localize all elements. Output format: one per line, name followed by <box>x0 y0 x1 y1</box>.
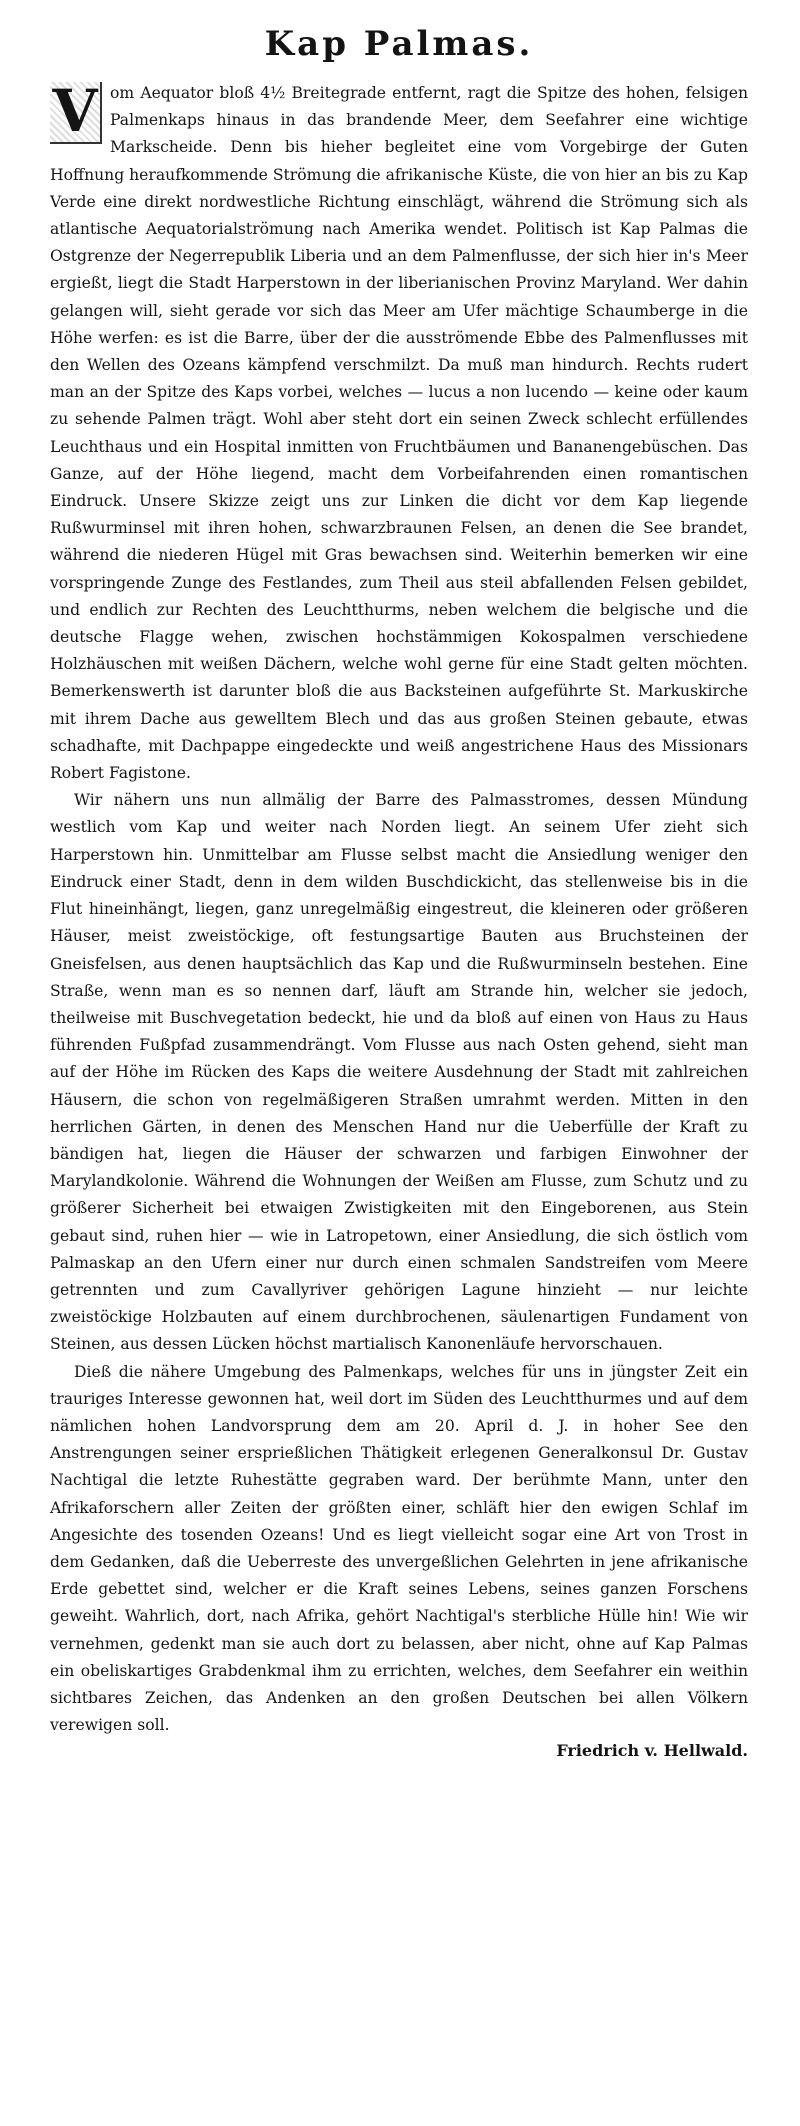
article-body <box>50 77 748 1739</box>
article-title: Kap Palmas. <box>264 24 534 64</box>
paragraph <box>50 77 748 787</box>
author-signature: Friedrich v. Hellwald. <box>556 1741 748 1761</box>
paragraph: Wir nähern uns nun allmälig der Barre des Palmasstromes, dessen Mündung westlich vom Kap und weiter nach Norden liegt. An seinem Ufer zieht sich Harperstown hin. Unmittelbar am Flusse selbst macht die Ansiedlung weniger den Eindruck einer Stadt, denn in dem wilden Buschdickicht, das stellenweise bis in die Flut hineinhängt, liegen, ganz unregelmäßig eingestreut, die kleineren oder größeren Häuser, meist zweistöckige, oft festungsartige Bauten aus Bruchsteinen der Gneisfelsen, aus denen hauptsächlich das Kap und die Rußwurminseln bestehen. Eine Straße, wenn man es so nennen darf, läuft am Strande hin, welcher sie jedoch, theilweise mit Buschvegetation bedeckt, hie und da bloß auf einen von Haus zu Haus führenden Fußpfad zusammendrängt. Vom Flusse aus nach Osten gehend, sieht man auf der Höhe im Rücken des Kaps die weitere Ausdehnung der Stadt mit zahlreichen Häusern, die schon von regelmäßigeren Straßen umrahmt werden. Mitten in den herrlichen Gärten, in denen des Menschen Hand nur die Ueberfülle der Kraft zu bändigen hat, liegen die Häuser der schwarzen und farbigen Einwohner der Marylandkolonie. Während die Wohnungen der Weißen am Flusse, zum Schutz und zu größerer Sicherheit bei etwaigen Zwistigkeiten mit den Eingeborenen, aus Stein gebaut sind, ruhen hier — wie in Latropetown, einer Ansiedlung, die sich östlich vom Palmaskap an den Ufern einer nur durch einen schmalen Sandstreifen vom Meere getrennten und zum Cavallyriver gehörigen Lagune hinzieht — nur leichte zweistöckige Holzbauten auf einem durchbrochenen, säulenartigen Fundament von Steinen, aus dessen Lücken höchst martialisch Kanonenläufe hervorschauen. <box>50 791 748 1354</box>
drop-cap-initial: V <box>50 82 102 144</box>
paragraph-text: om Aequator bloß 4½ Breitegrade entfernt, ragt die Spitze des hohen, felsigen Palmenkaps hinaus in das brandende Meer, dem Seefahrer eine wichtige Markscheide. Denn bis hieher begleitet eine vom Vorgebirge der Guten Hoffnung heraufkommende Strömung die afrikanische Küste, die von hier an bis zu Kap Verde eine direkt nordwestliche Richtung einschlägt, während die Strömung sich als atlantische Aequatorialströmung nach Amerika wendet. Politisch ist Kap Palmas die Ostgrenze der Negerrepublik Liberia und an dem Palmenflusse, der sich hier in's Meer ergießt, liegt die Stadt Harperstown in der liberianischen Provinz Maryland. Wer dahin gelangen will, sieht gerade vor sich das Meer am Ufer mächtige Schaumberge in die Höhe werfen: es ist die Barre, über der die ausströmende Ebbe des Palmenflusses mit den Wellen des Ozeans kämpfend verschmilzt. Da muß man hindurch. Rechts rudert man an der Spitze des Kaps vorbei, welches — lucus a non lucendo — keine oder kaum zu sehende Palmen trägt. Wohl aber steht dort ein seinen Zweck schlecht erfüllendes Leuchthaus und ein Hospital inmitten von Fruchtbäumen und Bananengebüschen. Das Ganze, auf der Höhe liegend, macht dem Vorbeifahrenden einen romantischen Eindruck. Unsere Skizze zeigt uns zur Linken die dicht vor dem Kap liegende Rußwurminsel mit ihren hohen, schwarzbraunen Felsen, an denen die See brandet, während die niederen Hügel mit Gras bewachsen sind. Weiterhin bemerken wir eine vorspringende Zunge des Festlandes, zum Theil aus steil abfallenden Felsen gebildet, und endlich zur Rechten des Leuchtthurms, neben welchem die belgische und die deutsche Flagge wehen, zwischen hochstämmigen Kokospalmen verschiedene Holzhäuschen mit weißen Dächern, welche wohl gerne für eine Stadt gelten möchten. Bemerkenswerth ist darunter bloß die aus Backsteinen aufgeführte St. Markuskirche mit ihrem Dache aus gewelltem Blech und das aus großen Steinen gebaute, etwas schadhafte, mit Dachpappe eingedeckte und weiß angestrichene Haus des Missionars Robert Fagistone. <box>50 84 748 783</box>
paragraph: Dieß die nähere Umgebung des Palmenkaps, welches für uns in jüngster Zeit ein trauriges Interesse gewonnen hat, weil dort im Süden des Leuchtthurmes und auf dem nämlichen hohen Landvorsprung dem am 20. April d. J. in hoher See den Anstrengungen seiner ersprießlichen Thätigkeit erlegenen Generalkonsul Dr. Gustav Nachtigal die letzte Ruhestätte gegraben ward. Der berühmte Mann, unter den Afrikaforschern aller Zeiten der größten einer, schläft hier den ewigen Schlaf im Angesichte des tosenden Ozeans! Und es liegt vielleicht sogar eine Art von Trost in dem Gedanken, daß die Ueberreste des unvergeßlichen Gelehrten in jene afrikanische Erde gebettet sind, welcher er die Kraft seines Lebens, seines ganzen Forschens geweiht. Wahrlich, dort, nach Afrika, gehört Nachtigal's sterbliche Hülle hin! Wie wir vernehmen, gedenkt man sie auch dort zu belassen, aber nicht, ohne auf Kap Palmas ein obeliskartiges Grabdenkmal ihm zu errichten, welches, dem Seefahrer ein weithin sichtbares Zeichen, das Andenken an den großen Deutschen bei allen Völkern verewigen soll. <box>50 1362 748 1735</box>
